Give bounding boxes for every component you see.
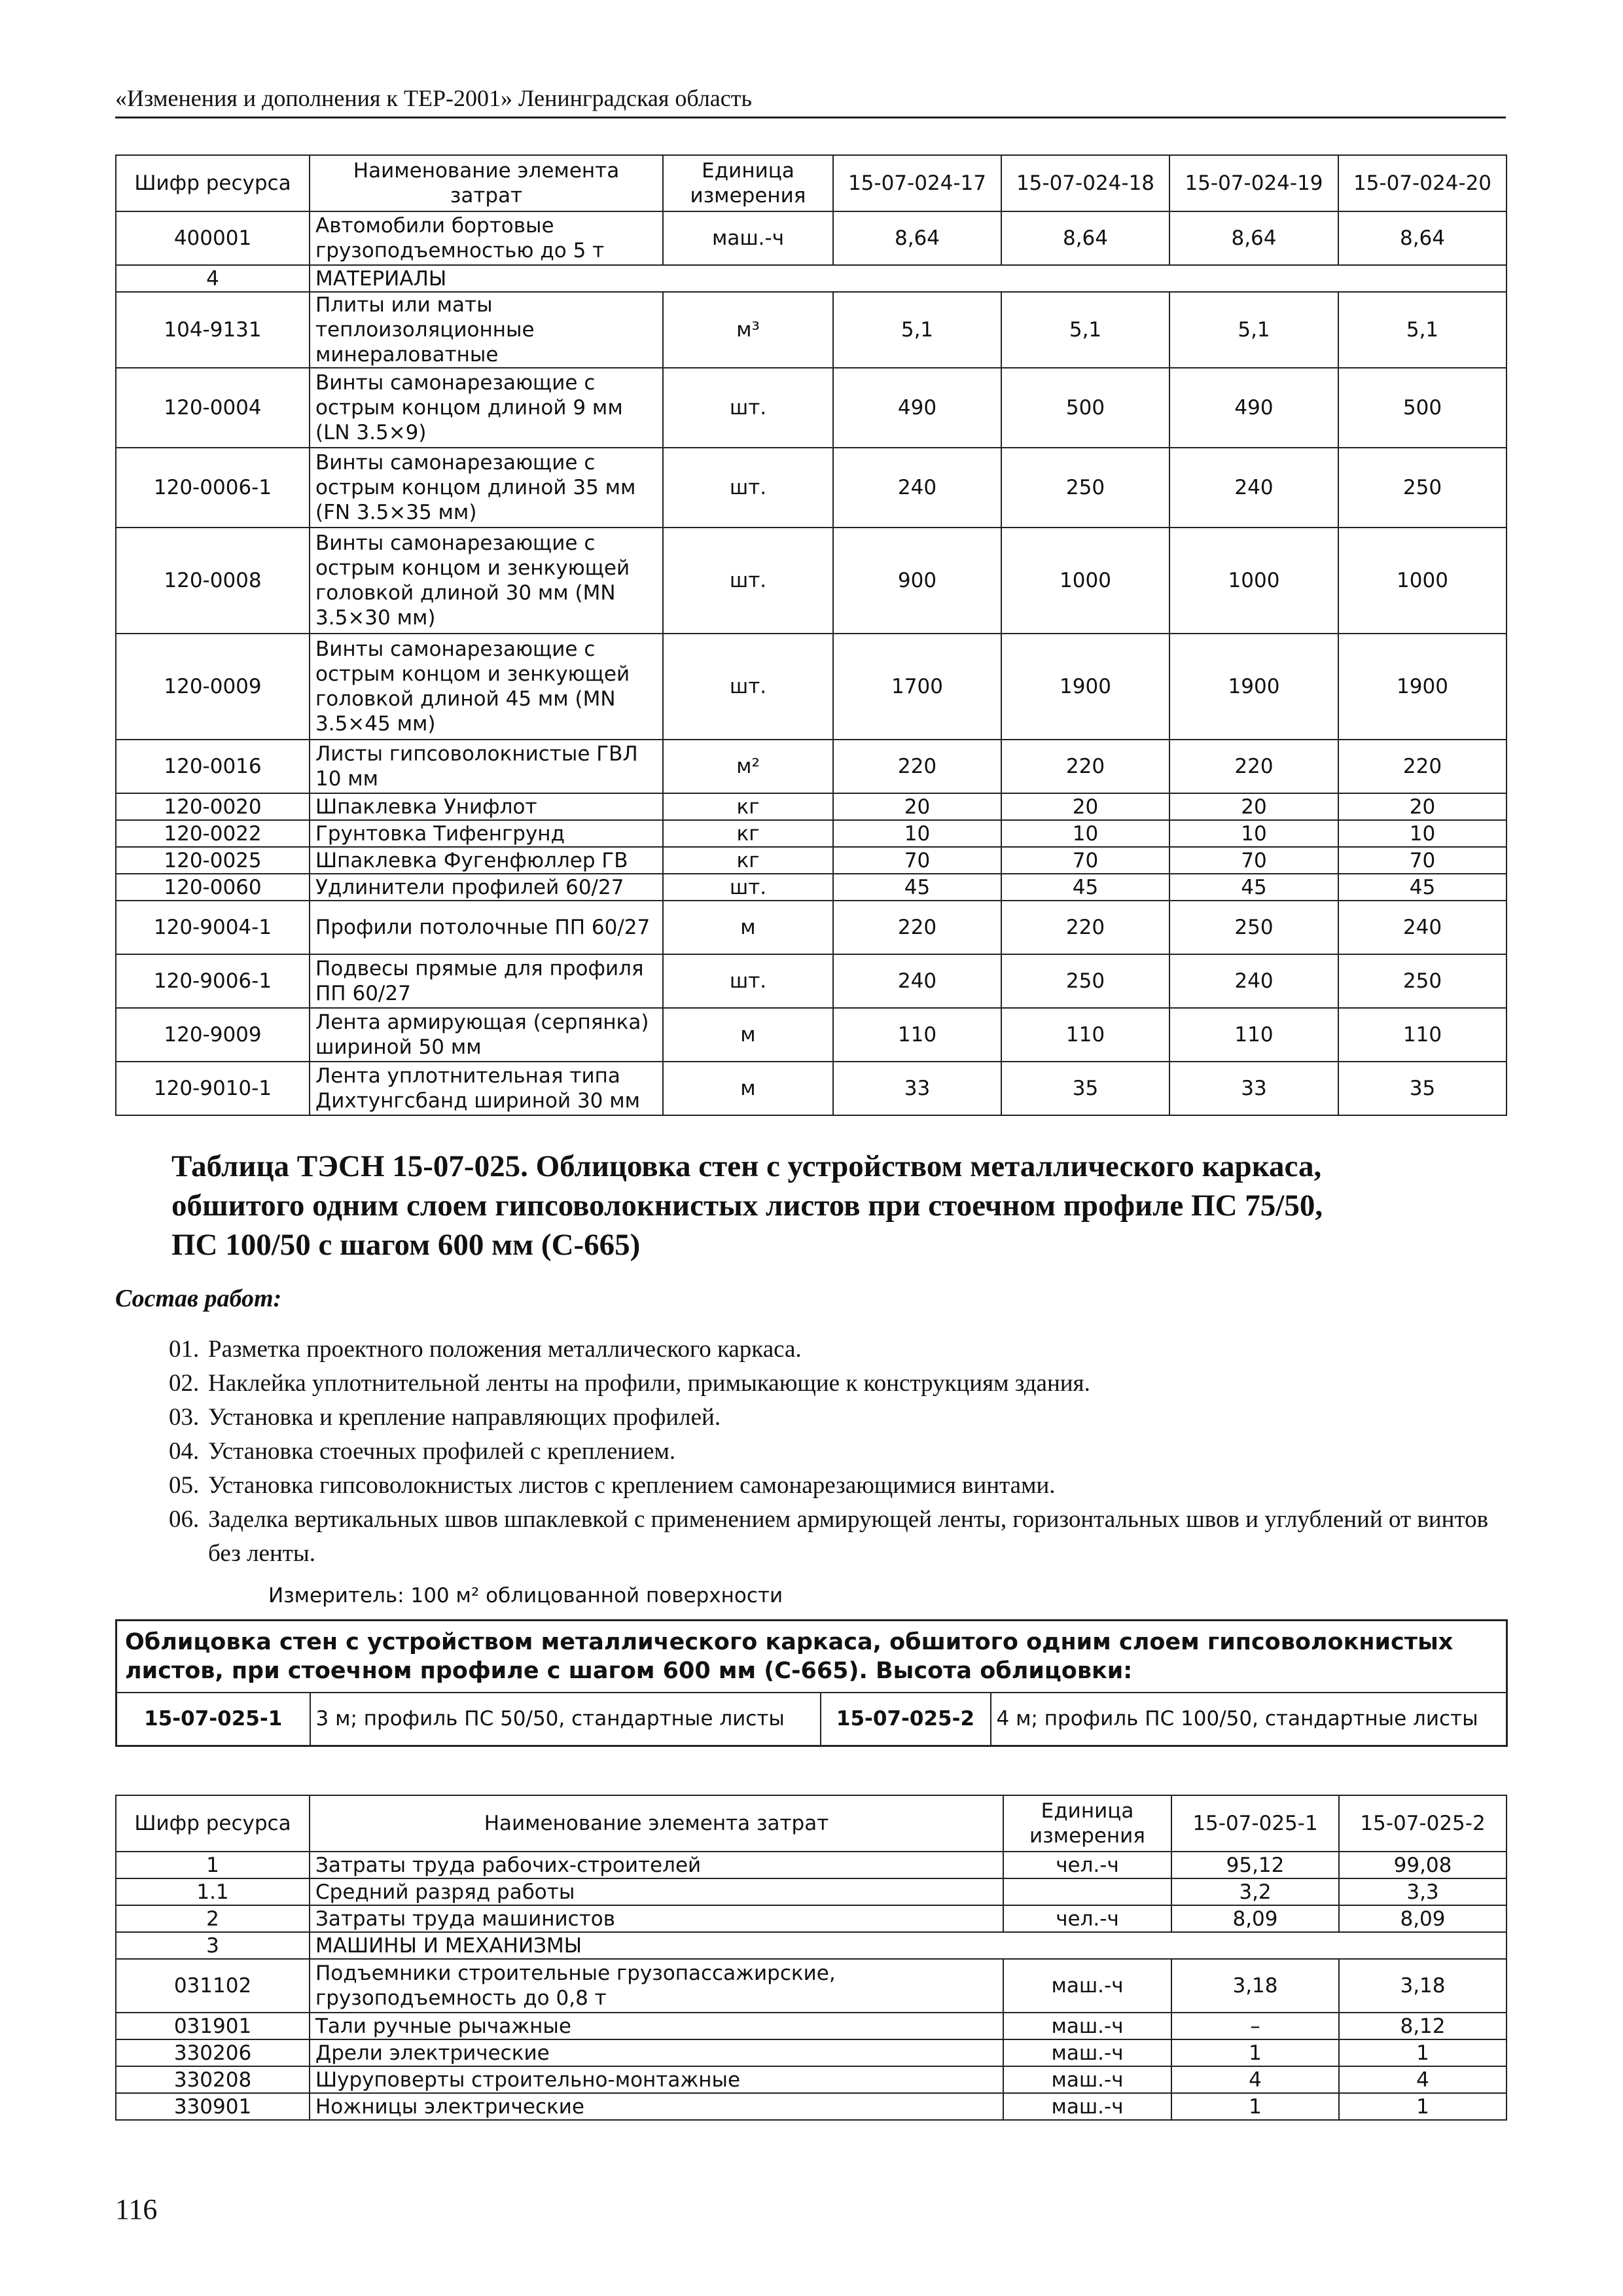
cell-value: 240 <box>833 954 1001 1008</box>
cell-value: 1900 <box>1169 634 1338 740</box>
cell-value: 35 <box>1338 1062 1507 1115</box>
table-title-line: обшитого одним слоем гипсоволокнистых листов при стоечном профиле ПС 75/50, <box>171 1189 1323 1223</box>
cell-name: Винты самонарезающие с острым концом и зенкующей головкой длиной 45 мм (MN 3.5×45 мм) <box>310 634 663 740</box>
resource-table-025 <box>115 1795 1507 2121</box>
col-header-024-18: 15-07-024-18 <box>1001 155 1169 211</box>
cell-unit: маш.-ч <box>1003 1959 1171 2013</box>
cell-value: 95,12 <box>1171 1852 1339 1878</box>
cell-unit <box>1003 1878 1171 1905</box>
cell-unit: маш.-ч <box>1003 2039 1171 2066</box>
list-item-text: Наклейка уплотнительной ленты на профили, примыкающие к конструкциям здания. <box>208 1370 1090 1397</box>
cell-value: 8,09 <box>1171 1905 1339 1932</box>
cell-code: 120-0004 <box>116 368 310 448</box>
measure-unit: Измеритель: 100 м² облицованной поверхности <box>268 1584 783 1607</box>
cell-name: Ножницы электрические <box>310 2093 1003 2120</box>
cell-value: 1 <box>1171 2039 1339 2066</box>
table-header-row <box>116 155 1507 211</box>
cell-name: Удлинители профилей 60/27 <box>310 874 663 901</box>
list-item-number: 06. <box>169 1506 200 1533</box>
cell-value: 20 <box>1001 793 1169 820</box>
cell-value: 70 <box>1338 847 1507 874</box>
cell-value: 250 <box>1169 901 1338 954</box>
list-item-text: Разметка проектного положения металлического каркаса. <box>208 1336 802 1363</box>
list-item-number: 02. <box>169 1370 200 1397</box>
cell-value: 1000 <box>1001 528 1169 634</box>
cell-name: Шпаклевка Унифлот <box>310 793 663 820</box>
cell-code: 120-0060 <box>116 874 310 901</box>
cell-code: 031901 <box>116 2013 310 2039</box>
cell-name: Лента армирующая (серпянка) шириной 50 мм <box>310 1008 663 1062</box>
cell-value: 1 <box>1339 2039 1507 2066</box>
cell-value: 5,1 <box>1169 292 1338 368</box>
cell-code: 120-0008 <box>116 528 310 634</box>
cell-value: 4 <box>1171 2066 1339 2093</box>
cell-code: 2 <box>116 1905 310 1932</box>
cell-name: Винты самонарезающие с острым концом длиной 35 мм (FN 3.5×35 мм) <box>310 448 663 528</box>
cell-value: 1700 <box>833 634 1001 740</box>
cell-value: 240 <box>1169 448 1338 528</box>
table-header-row <box>116 1795 1507 1852</box>
col-header-025-1: 15-07-025-1 <box>1171 1795 1339 1852</box>
table-title-line: Таблица ТЭСН 15-07-025. Облицовка стен с устройством металлического каркаса, <box>171 1149 1322 1183</box>
cell-value: 220 <box>1338 740 1507 793</box>
table-row <box>116 820 1507 847</box>
cell-value: 1900 <box>1338 634 1507 740</box>
cell-value: 1 <box>1339 2093 1507 2120</box>
section-row <box>116 1932 1507 1959</box>
cell-code: 120-0025 <box>116 847 310 874</box>
cell-code: 330901 <box>116 2093 310 2120</box>
table-row <box>116 634 1507 740</box>
section-row <box>116 265 1507 292</box>
table-row <box>116 211 1507 265</box>
cell-value: 110 <box>1169 1008 1338 1062</box>
cell-value: 8,64 <box>1338 211 1507 265</box>
cell-code: 120-9010-1 <box>116 1062 310 1115</box>
cell-code: 330206 <box>116 2039 310 2066</box>
table-title-line: ПС 100/50 с шагом 600 мм (С-665) <box>171 1228 641 1262</box>
cell-value: 110 <box>1001 1008 1169 1062</box>
table-row <box>116 1008 1507 1062</box>
works-heading: Состав работ: <box>115 1285 282 1312</box>
list-item-number: 01. <box>169 1336 200 1363</box>
cell-value: 20 <box>833 793 1001 820</box>
cell-name: Затраты труда машинистов <box>310 1905 1003 1932</box>
cell-value: 250 <box>1001 954 1169 1008</box>
list-item <box>169 1401 1507 1435</box>
cell-value: 3,18 <box>1171 1959 1339 2013</box>
cell-value: 45 <box>1338 874 1507 901</box>
cell-value: 1000 <box>1169 528 1338 634</box>
cell-code: 1 <box>116 1852 310 1878</box>
cell-code: 120-0016 <box>116 740 310 793</box>
cell-name: Листы гипсоволокнистые ГВЛ 10 мм <box>310 740 663 793</box>
cell-value: 10 <box>833 820 1001 847</box>
cell-value: 70 <box>1169 847 1338 874</box>
col-header-name: Наименование элемента затрат <box>310 1795 1003 1852</box>
cell-unit: маш.-ч <box>1003 2066 1171 2093</box>
cell-value: 33 <box>1169 1062 1338 1115</box>
table-title <box>171 1147 1480 1265</box>
cell-value: 1900 <box>1001 634 1169 740</box>
norm-code-2: 15-07-025-2 <box>821 1693 991 1746</box>
cell-value: 240 <box>1169 954 1338 1008</box>
cell-value: 3,2 <box>1171 1878 1339 1905</box>
cell-value: 8,64 <box>1169 211 1338 265</box>
col-header-024-17: 15-07-024-17 <box>833 155 1001 211</box>
table-row <box>116 1905 1507 1932</box>
cell-value: 5,1 <box>1338 292 1507 368</box>
cell-value: 8,09 <box>1339 1905 1507 1932</box>
cell-name: Подвесы прямые для профиля ПП 60/27 <box>310 954 663 1008</box>
cell-unit: шт. <box>663 634 833 740</box>
cell-value: 5,1 <box>1001 292 1169 368</box>
col-header-024-19: 15-07-024-19 <box>1169 155 1338 211</box>
cell-unit: кг <box>663 847 833 874</box>
col-header-code: Шифр ресурса <box>116 1795 310 1852</box>
list-item-text: Установка стоечных профилей с креплением. <box>208 1438 676 1465</box>
cell-code: 400001 <box>116 211 310 265</box>
cell-unit: шт. <box>663 874 833 901</box>
cell-value: 10 <box>1001 820 1169 847</box>
cell-unit: маш.-ч <box>1003 2093 1171 2120</box>
cell-value: 70 <box>1001 847 1169 874</box>
cell-value: 900 <box>833 528 1001 634</box>
cell-name: Плиты или маты теплоизоляционные минераловатные <box>310 292 663 368</box>
cell-unit: маш.-ч <box>663 211 833 265</box>
cell-name: Тали ручные рычажные <box>310 2013 1003 2039</box>
cell-unit: шт. <box>663 448 833 528</box>
cell-value: 490 <box>1169 368 1338 448</box>
table-row <box>116 1959 1507 2013</box>
table-row <box>116 368 1507 448</box>
cell-value: 10 <box>1169 820 1338 847</box>
table-row <box>116 740 1507 793</box>
cell-value: 220 <box>1001 901 1169 954</box>
cell-value: 35 <box>1001 1062 1169 1115</box>
cell-value: 490 <box>833 368 1001 448</box>
cell-value: 8,64 <box>1001 211 1169 265</box>
cell-value: 240 <box>1338 901 1507 954</box>
table-row <box>116 793 1507 820</box>
cell-code: 1.1 <box>116 1878 310 1905</box>
cell-unit: м <box>663 901 833 954</box>
cell-value: 20 <box>1169 793 1338 820</box>
list-item-number: 04. <box>169 1438 200 1465</box>
section-title: МАТЕРИАЛЫ <box>310 265 1507 292</box>
cell-value: 500 <box>1338 368 1507 448</box>
works-list <box>169 1333 1507 1571</box>
cell-unit: шт. <box>663 528 833 634</box>
cell-value: 45 <box>1001 874 1169 901</box>
cell-unit: м² <box>663 740 833 793</box>
table-row <box>116 1062 1507 1115</box>
cell-unit: чел.-ч <box>1003 1852 1171 1878</box>
cell-name: Дрели электрические <box>310 2039 1003 2066</box>
resource-table-024 <box>115 154 1507 1116</box>
list-item-text: Заделка вертикальных швов шпаклевкой с применением армирующей ленты, горизонтальных швов и углублений от винтов без ленты. <box>208 1506 1489 1567</box>
cell-unit: чел.-ч <box>1003 1905 1171 1932</box>
col-header-024-20: 15-07-024-20 <box>1338 155 1507 211</box>
list-item <box>169 1367 1507 1401</box>
cell-unit: шт. <box>663 954 833 1008</box>
cell-name: Винты самонарезающие с острым концом и зенкующей головкой длиной 30 мм (MN 3.5×30 мм) <box>310 528 663 634</box>
list-item-number: 05. <box>169 1472 200 1499</box>
table-row <box>116 847 1507 874</box>
cell-value: 110 <box>1338 1008 1507 1062</box>
cell-value: 45 <box>1169 874 1338 901</box>
section-number: 4 <box>116 265 310 292</box>
cell-value: 5,1 <box>833 292 1001 368</box>
list-item-text: Установка и крепление направляющих профилей. <box>208 1404 721 1431</box>
cell-value: 70 <box>833 847 1001 874</box>
table-row <box>116 901 1507 954</box>
table-row <box>116 1852 1507 1878</box>
cell-name: Грунтовка Тифенгрунд <box>310 820 663 847</box>
cell-unit: маш.-ч <box>1003 2013 1171 2039</box>
section-title: МАШИНЫ И МЕХАНИЗМЫ <box>310 1932 1507 1959</box>
cell-value: 10 <box>1338 820 1507 847</box>
cell-name: Автомобили бортовые грузоподъемностью до 5 т <box>310 211 663 265</box>
cell-name: Профили потолочные ПП 60/27 <box>310 901 663 954</box>
cell-code: 120-9004-1 <box>116 901 310 954</box>
cell-value: 220 <box>833 901 1001 954</box>
col-header-025-2: 15-07-025-2 <box>1339 1795 1507 1852</box>
table-row <box>116 954 1507 1008</box>
cell-unit: м <box>663 1008 833 1062</box>
norm-code-1: 15-07-025-1 <box>116 1693 310 1746</box>
page-number: 116 <box>115 2193 158 2225</box>
cell-code: 031102 <box>116 1959 310 2013</box>
cell-value: 1000 <box>1338 528 1507 634</box>
norm-desc-1: 3 м; профиль ПС 50/50, стандартные листы <box>310 1693 821 1746</box>
cell-value: 220 <box>1001 740 1169 793</box>
cell-value: 110 <box>833 1008 1001 1062</box>
list-item <box>169 1503 1507 1571</box>
cell-name: Средний разряд работы <box>310 1878 1003 1905</box>
cell-unit: шт. <box>663 368 833 448</box>
cell-value: 250 <box>1338 448 1507 528</box>
cell-value: 8,64 <box>833 211 1001 265</box>
cell-value: 240 <box>833 448 1001 528</box>
cell-name: Шуруповерты строительно-монтажные <box>310 2066 1003 2093</box>
cell-code: 104-9131 <box>116 292 310 368</box>
cell-value: 500 <box>1001 368 1169 448</box>
cell-value: 3,18 <box>1339 1959 1507 2013</box>
col-header-name: Наименование элемента затрат <box>310 155 663 211</box>
cell-value: 99,08 <box>1339 1852 1507 1878</box>
cell-value: 45 <box>833 874 1001 901</box>
norm-caption-table <box>115 1619 1508 1747</box>
cell-value: 250 <box>1001 448 1169 528</box>
table-row <box>116 448 1507 528</box>
cell-value: 3,3 <box>1339 1878 1507 1905</box>
cell-code: 120-9006-1 <box>116 954 310 1008</box>
cell-unit: кг <box>663 793 833 820</box>
cell-value: – <box>1171 2013 1339 2039</box>
list-item <box>169 1469 1507 1503</box>
cell-value: 20 <box>1338 793 1507 820</box>
cell-value: 8,12 <box>1339 2013 1507 2039</box>
list-item-number: 03. <box>169 1404 200 1431</box>
norm-desc-2: 4 м; профиль ПС 100/50, стандартные листы <box>991 1693 1507 1746</box>
norm-caption: Облицовка стен с устройством металлического каркаса, обшитого одним слоем гипсоволокнистых листов, при стоечном профиле с шагом 600 мм (С-665). Высота облицовки: <box>116 1621 1507 1693</box>
cell-value: 1 <box>1171 2093 1339 2120</box>
list-item-text: Установка гипсоволокнистых листов с креплением самонарезающимися винтами. <box>208 1472 1056 1499</box>
cell-code: 330208 <box>116 2066 310 2093</box>
table-row <box>116 2093 1507 2120</box>
cell-name: Затраты труда рабочих-строителей <box>310 1852 1003 1878</box>
list-item <box>169 1333 1507 1367</box>
cell-name: Винты самонарезающие с острым концом длиной 9 мм (LN 3.5×9) <box>310 368 663 448</box>
cell-code: 120-0022 <box>116 820 310 847</box>
cell-value: 4 <box>1339 2066 1507 2093</box>
section-number: 3 <box>116 1932 310 1959</box>
cell-code: 120-0009 <box>116 634 310 740</box>
cell-value: 33 <box>833 1062 1001 1115</box>
col-header-unit: Единица измерения <box>1003 1795 1171 1852</box>
cell-code: 120-0006-1 <box>116 448 310 528</box>
cell-value: 250 <box>1338 954 1507 1008</box>
table-row <box>116 528 1507 634</box>
cell-value: 220 <box>833 740 1001 793</box>
table-row <box>116 874 1507 901</box>
col-header-unit: Единица измерения <box>663 155 833 211</box>
cell-name: Подъемники строительные грузопассажирские, грузоподъемность до 0,8 т <box>310 1959 1003 2013</box>
list-item <box>169 1435 1507 1469</box>
table-row <box>116 292 1507 368</box>
cell-code: 120-9009 <box>116 1008 310 1062</box>
cell-name: Шпаклевка Фугенфюллер ГВ <box>310 847 663 874</box>
cell-name: Лента уплотнительная типа Дихтунгсбанд шириной 30 мм <box>310 1062 663 1115</box>
cell-value: 220 <box>1169 740 1338 793</box>
table-row <box>116 2013 1507 2039</box>
cell-unit: кг <box>663 820 833 847</box>
table-row <box>116 2039 1507 2066</box>
table-row <box>116 2066 1507 2093</box>
cell-code: 120-0020 <box>116 793 310 820</box>
cell-unit: м <box>663 1062 833 1115</box>
table-row <box>116 1878 1507 1905</box>
cell-unit: м³ <box>663 292 833 368</box>
col-header-code: Шифр ресурса <box>116 155 310 211</box>
running-header: «Изменения и дополнения к ТЕР-2001» Ленинградская область <box>115 82 1506 118</box>
